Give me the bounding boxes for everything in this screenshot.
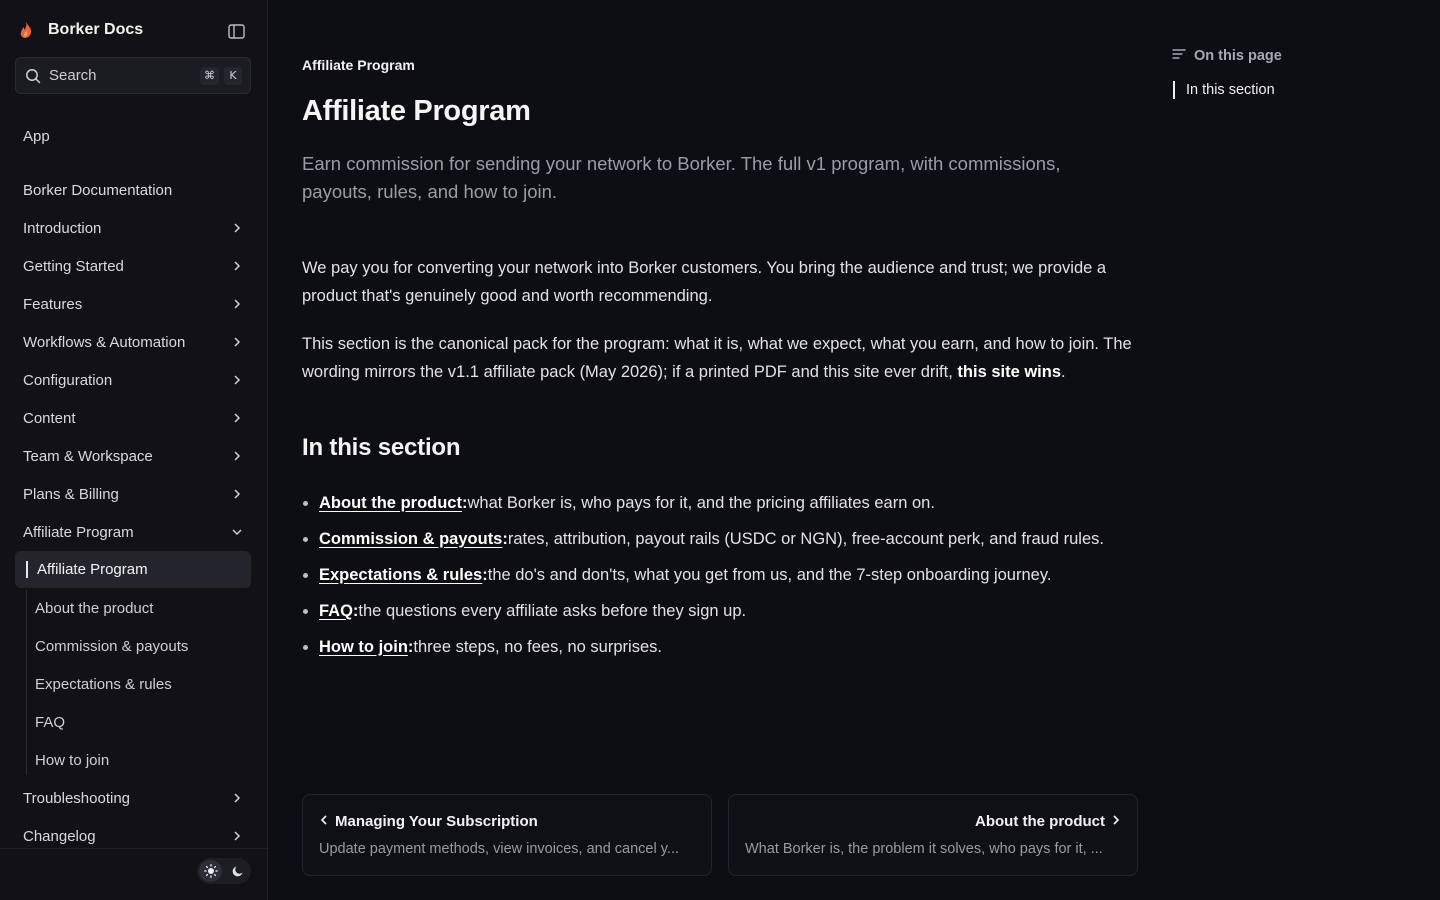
theme-toggle[interactable]	[197, 858, 251, 884]
colon: :	[482, 565, 488, 584]
sidebar-item-label: Configuration	[23, 371, 113, 389]
next-page-card[interactable]	[728, 794, 1138, 876]
search-input[interactable]	[15, 57, 251, 94]
chevron-right-icon	[229, 410, 245, 426]
sidebar-subitem-expectations[interactable]	[35, 673, 172, 695]
list-item	[302, 563, 1152, 587]
active-indicator	[1173, 81, 1175, 99]
list-item-text: what Borker is, who pays for it, and the pricing affiliates earn on.	[467, 493, 935, 512]
section-heading: In this section	[302, 434, 461, 461]
sidebar-subitem-affiliate-program[interactable]	[15, 551, 251, 588]
sidebar-item-label: Content	[23, 409, 76, 427]
intro-paragraph: We pay you for converting your network into Borker customers. You bring the audience and trust; we provide a product that's genuinely good and worth recommending.	[302, 259, 1107, 305]
page-title: Affiliate Program	[302, 95, 531, 127]
sidebar-subitem-label: Affiliate Program	[37, 561, 148, 578]
list-item	[302, 599, 1152, 623]
list-icon	[1172, 48, 1186, 64]
bullet	[303, 537, 308, 542]
bullet	[303, 501, 308, 506]
sidebar-item-label: Features	[23, 295, 83, 313]
sidebar-item-app[interactable]	[23, 124, 245, 148]
brand[interactable]	[16, 18, 143, 42]
list-item-text: the do's and don'ts, what you get from us, and the 7-step onboarding journey.	[487, 565, 1052, 584]
sidebar	[0, 0, 268, 900]
sidebar-subitem-label: Expectations & rules	[35, 675, 172, 693]
bullet	[303, 645, 308, 650]
next-page-label: About the product	[975, 813, 1105, 830]
sidebar-item-label: Team & Workspace	[23, 447, 153, 465]
sidebar-subitem-faq[interactable]	[35, 711, 65, 733]
sidebar-subitem-label: About the product	[35, 599, 154, 617]
link-commission-payouts[interactable]: Commission & payouts	[319, 529, 503, 548]
search-placeholder: Search	[49, 67, 97, 84]
sidebar-item-label: Changelog	[23, 827, 96, 845]
canonical-paragraph	[302, 330, 1142, 386]
sidebar-item-troubleshooting[interactable]	[23, 786, 245, 810]
toc-item-label: In this section	[1186, 82, 1275, 98]
chevron-right-icon	[229, 296, 245, 312]
search-icon	[24, 67, 42, 85]
list-item-text: three steps, no fees, no surprises.	[413, 637, 662, 656]
sidebar-item-affiliate-program[interactable]	[23, 520, 245, 544]
next-page-title	[975, 813, 1121, 830]
sidebar-item-label: App	[23, 127, 50, 145]
link-faq[interactable]: FAQ	[319, 601, 353, 620]
paragraph-end: .	[1061, 363, 1066, 381]
colon: :	[502, 529, 508, 548]
toc-heading-label: On this page	[1194, 48, 1282, 64]
breadcrumb[interactable]: Affiliate Program	[302, 57, 415, 73]
flame-logo-icon	[16, 20, 36, 40]
active-indicator	[26, 561, 28, 578]
chevron-right-icon	[229, 828, 245, 844]
sidebar-item-label: Troubleshooting	[23, 789, 131, 807]
chevron-down-icon	[229, 524, 245, 540]
link-about-product[interactable]: About the product	[319, 493, 462, 512]
sidebar-item-changelog[interactable]	[23, 824, 245, 848]
chevron-right-icon	[229, 334, 245, 350]
chevron-right-icon	[229, 372, 245, 388]
page-lead: Earn commission for sending your network to Borker. The full v1 program, with commissions, payouts, rules, and how to join.	[302, 153, 1061, 202]
previous-page-title	[319, 813, 538, 830]
chevron-right-icon	[229, 448, 245, 464]
list-item-text: rates, attribution, payout rails (USDC or NGN), free-account perk, and fraud rules.	[507, 529, 1104, 548]
sidebar-item-label: Workflows & Automation	[23, 333, 186, 351]
colon: :	[407, 637, 414, 656]
paragraph-text: This section is the canonical pack for the program: what it is, what we expect, what you earn, and how to join. The wording mirrors the v1.1 affiliate pack (May 2026); if a printed PDF and this site ever drift,	[302, 335, 1132, 381]
toc-heading	[1172, 48, 1282, 64]
list-item	[302, 491, 1152, 515]
sidebar-item-content[interactable]	[23, 406, 245, 430]
sidebar-item-label: Introduction	[23, 219, 102, 237]
shortcut-mod: ⌘	[200, 67, 219, 85]
sidebar-item-label: Borker Documentation	[23, 181, 173, 199]
sidebar-item-label: Plans & Billing	[23, 485, 119, 503]
sidebar-item-workflows[interactable]	[23, 330, 245, 354]
colon: :	[352, 601, 359, 620]
sidebar-item-features[interactable]	[23, 292, 245, 316]
list-item	[302, 527, 1152, 551]
chevron-right-icon	[229, 486, 245, 502]
chevron-right-icon	[229, 790, 245, 806]
sidebar-item-label: Getting Started	[23, 257, 124, 275]
sidebar-subitem-how-to-join[interactable]	[35, 749, 109, 771]
sidebar-item-label: Affiliate Program	[23, 523, 134, 541]
chevron-left-icon	[319, 813, 329, 830]
chevron-right-icon	[229, 258, 245, 274]
bullet	[303, 573, 308, 578]
link-how-to-join[interactable]: How to join	[319, 637, 408, 656]
sun-icon[interactable]	[199, 860, 222, 882]
list-item	[302, 635, 1152, 659]
chevron-right-icon	[229, 220, 245, 236]
chevron-right-icon	[1111, 813, 1121, 830]
list-item-text: the questions every affiliate asks before they sign up.	[358, 601, 747, 620]
sidebar-item-introduction[interactable]	[23, 216, 245, 240]
sidebar-subitem-label: Commission & payouts	[35, 637, 189, 655]
shortcut-key: K	[224, 67, 242, 85]
link-expectations-rules[interactable]: Expectations & rules	[319, 565, 483, 584]
sidebar-subitem-commission[interactable]	[35, 635, 188, 657]
sidebar-item-plans-billing[interactable]	[23, 482, 245, 506]
sidebar-toggle-icon[interactable]	[226, 21, 246, 41]
brand-name: Borker Docs	[48, 21, 144, 38]
sidebar-item-configuration[interactable]	[23, 368, 245, 392]
previous-page-desc: Update payment methods, view invoices, and cancel y...	[319, 841, 680, 857]
sidebar-item-borker-documentation[interactable]	[23, 178, 245, 202]
previous-page-card[interactable]	[302, 794, 712, 876]
toc-item-in-this-section[interactable]	[1173, 80, 1275, 100]
subnav-guide-line	[26, 590, 27, 775]
emphasis-text: this site wins	[957, 363, 1062, 381]
sidebar-subitem-label: How to join	[35, 751, 110, 769]
sidebar-item-team-workspace[interactable]	[23, 444, 245, 468]
bullet	[303, 609, 308, 614]
colon: :	[461, 493, 468, 512]
moon-icon[interactable]	[226, 860, 249, 882]
previous-page-label: Managing Your Subscription	[335, 813, 538, 830]
sidebar-item-getting-started[interactable]	[23, 254, 245, 278]
sidebar-subitem-about-product[interactable]	[35, 597, 153, 619]
next-page-desc: What Borker is, the problem it solves, who pays for it, ...	[745, 841, 1103, 857]
sidebar-subitem-label: FAQ	[35, 713, 66, 731]
